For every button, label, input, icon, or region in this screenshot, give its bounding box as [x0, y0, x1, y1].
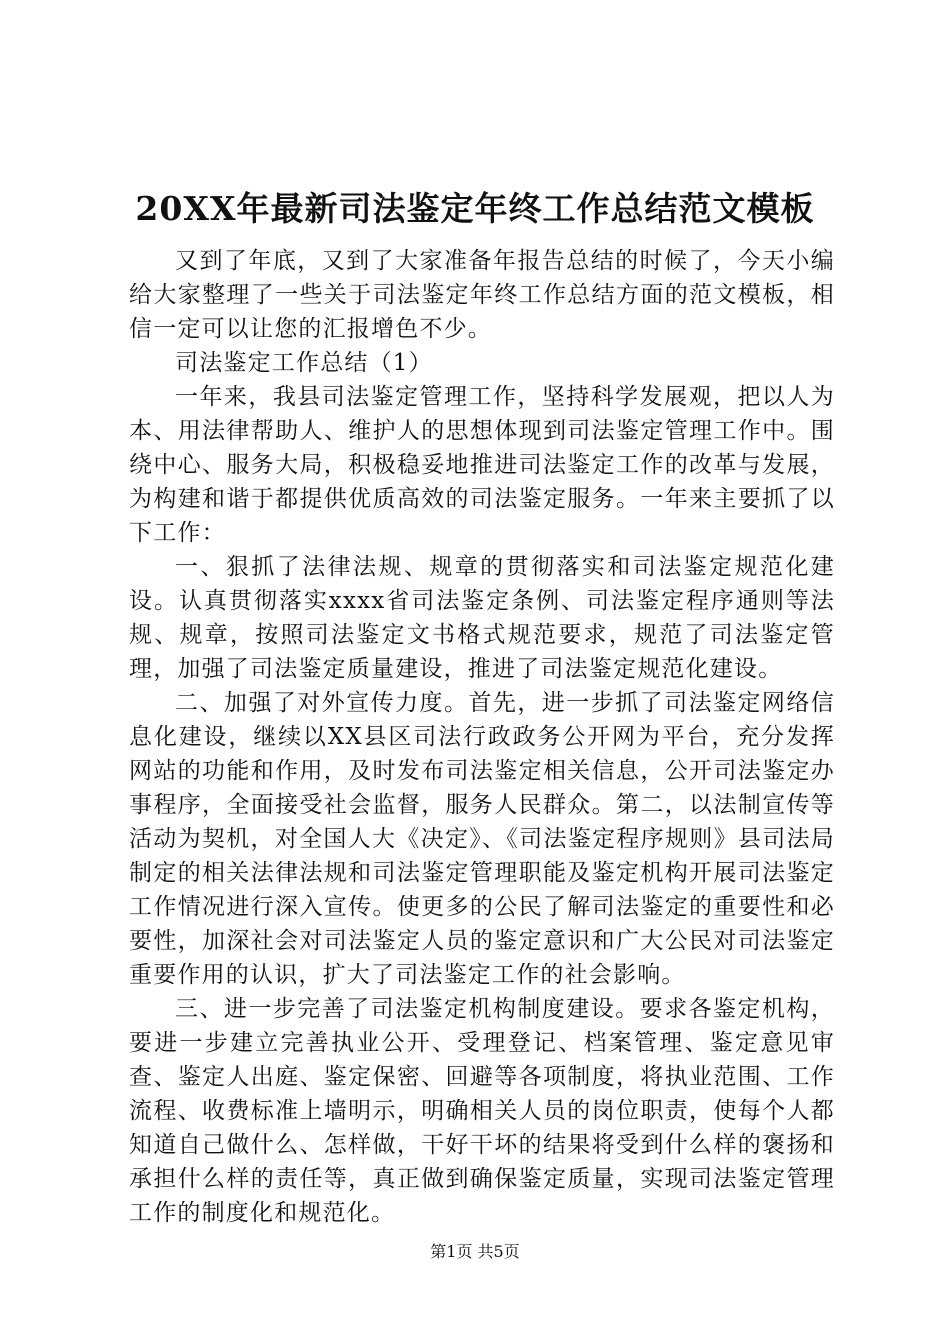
intro-paragraph: 又到了年底，又到了大家准备年报告总结的时候了，今天小编给大家整理了一些关于司法鉴定年终工作总结方面的范文模板，相信一定可以让您的汇报增色不少。	[129, 248, 835, 342]
body-paragraph: 一、狠抓了法律法规、规章的贯彻落实和司法鉴定规范化建设。认真贯彻落实xxxx省司法鉴定条例、司法鉴定程序通则等法规、规章，按照司法鉴定文书格式规范要求，规范了司法鉴定管理，加强了司法鉴定质量建设，推进了司法鉴定规范化建设。	[129, 554, 835, 682]
page-number-footer: 第1页 共5页	[430, 1242, 520, 1261]
document-title: 20XX年最新司法鉴定年终工作总结范文模板	[135, 189, 815, 228]
body-paragraph: 一年来，我县司法鉴定管理工作，坚持科学发展观，把以人为本、用法律帮助人、维护人的思想体现到司法鉴定管理工作中。围绕中心、服务大局，积极稳妥地推进司法鉴定工作的改革与发展，为构建和谐于都提供优质高效的司法鉴定服务。一年来主要抓了以下工作：	[129, 384, 835, 546]
body-paragraph: 二、加强了对外宣传力度。首先，进一步抓了司法鉴定网络信息化建设，继续以XX县区司法行政政务公开网为平台，充分发挥网站的功能和作用，及时发布司法鉴定相关信息，公开司法鉴定办事程序，全面接受社会监督，服务人民群众。第二，以法制宣传等活动为契机，对全国人大《决定》、《司法鉴定程序规则》县司法局制定的相关法律法规和司法鉴定管理职能及鉴定机构开展司法鉴定工作情况进行深入宣传。使更多的公民了解司法鉴定的重要性和必要性，加深社会对司法鉴定人员的鉴定意识和广大公民对司法鉴定重要作用的认识，扩大了司法鉴定工作的社会影响。	[129, 690, 835, 988]
section-heading: 司法鉴定工作总结（1）	[175, 350, 433, 376]
document-body	[129, 244, 835, 1230]
body-paragraph: 三、进一步完善了司法鉴定机构制度建设。要求各鉴定机构，要进一步建立完善执业公开、受理登记、档案管理、鉴定意见审查、鉴定人出庭、鉴定保密、回避等各项制度，将执业范围、工作流程、收费标准上墙明示，明确相关人员的岗位职责，使每个人都知道自己做什么、怎样做，干好干坏的结果将受到什么样的褒扬和承担什么样的责任等，真正做到确保鉴定质量，实现司法鉴定管理工作的制度化和规范化。	[129, 996, 835, 1226]
